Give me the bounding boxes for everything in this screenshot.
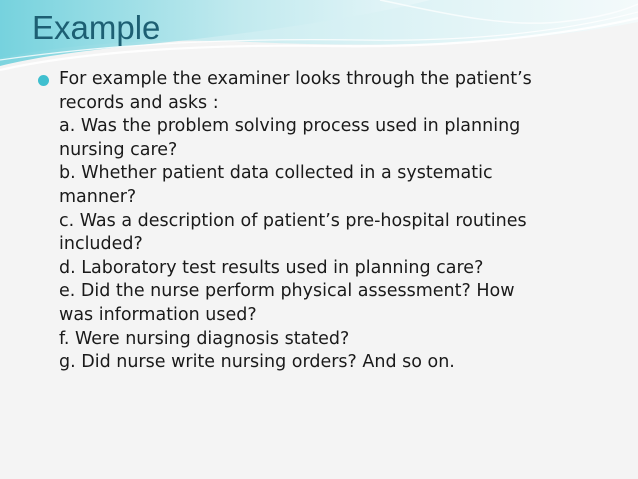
bullet-line: included? (59, 234, 143, 255)
bullet-line: a. Was the problem solving process used in planning (59, 116, 521, 137)
bullet-icon (38, 75, 49, 86)
bullet-line: f. Were nursing diagnosis stated? (59, 328, 350, 349)
bullet-item (36, 68, 596, 375)
bullet-line: For example the examiner looks through the patient’s (59, 69, 532, 89)
bullet-line: records and asks : (59, 92, 219, 113)
bullet-line: b. Whether patient data collected in a systematic (59, 163, 493, 184)
bullet-line: d. Laboratory test results used in planning care? (59, 257, 484, 278)
bullet-line: e. Did the nurse perform physical assessment? How (59, 281, 515, 302)
bullet-line: g. Did nurse write nursing orders? And so on. (59, 352, 455, 373)
bullet-line: nursing care? (59, 139, 178, 160)
bullet-line: c. Was a description of patient’s pre-hospital routines (59, 210, 527, 231)
bullet-line: manner? (59, 186, 137, 207)
slide-title: Example (32, 9, 161, 46)
slide-content (36, 68, 596, 375)
bullet-line: was information used? (59, 304, 257, 325)
